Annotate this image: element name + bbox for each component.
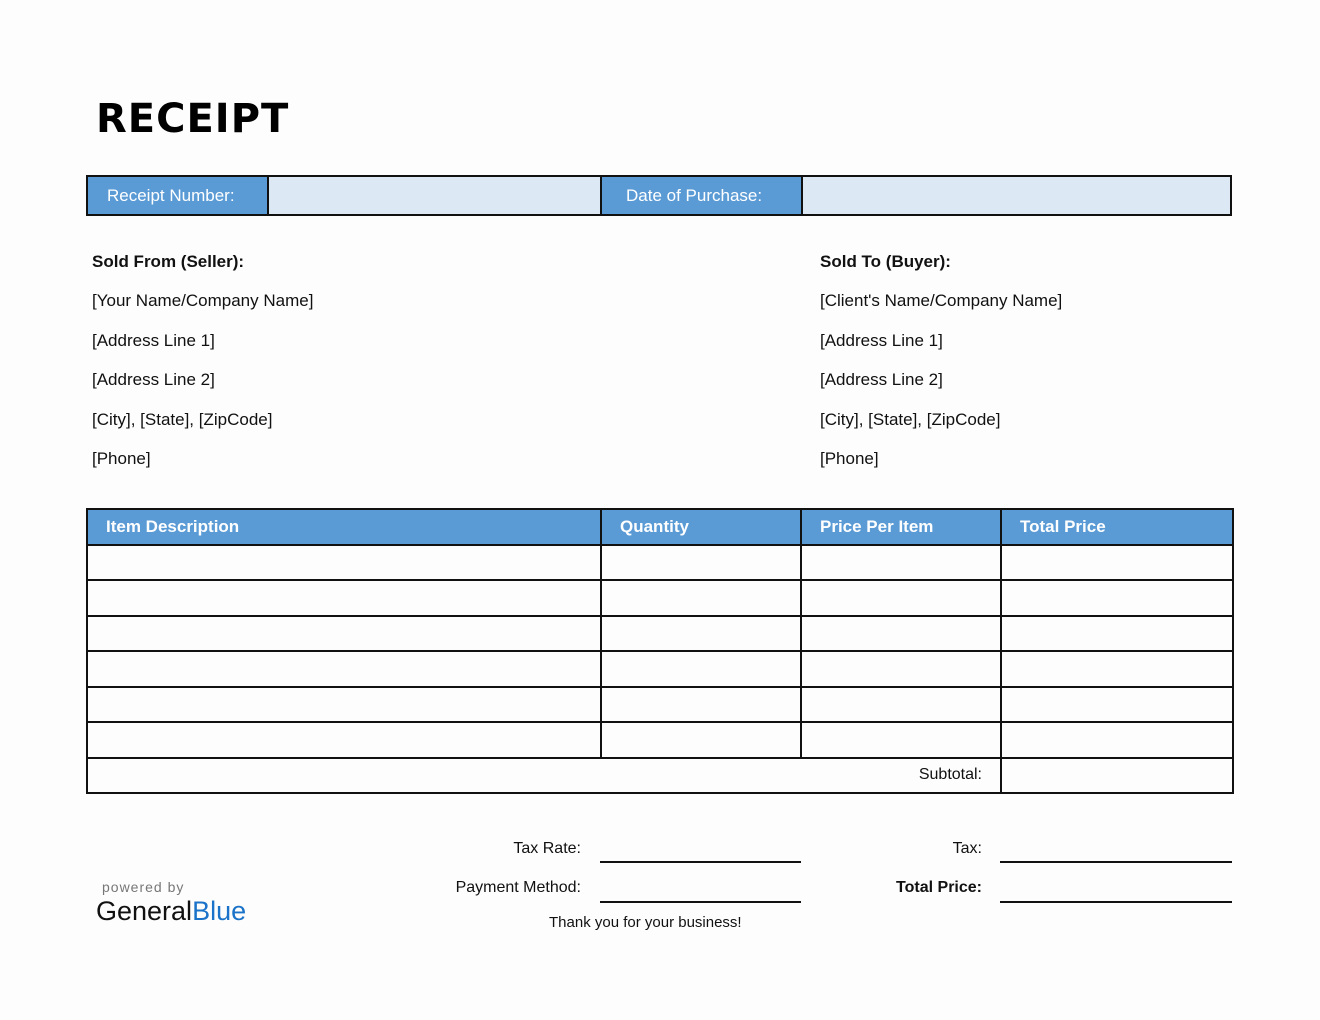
total-price-field[interactable] [1000,901,1232,903]
buyer-address-1[interactable]: [Address Line 1] [820,330,943,350]
cell-price[interactable] [801,651,1001,687]
cell-total[interactable] [1001,545,1233,581]
col-item-description: Item Description [87,509,601,545]
cell-quantity[interactable] [601,687,801,723]
seller-block [92,252,313,489]
cell-price[interactable] [801,616,1001,652]
powered-by-text: powered by [102,879,185,895]
cell-total[interactable] [1001,651,1233,687]
table-row [87,651,1233,687]
cell-total[interactable] [1001,722,1233,758]
cell-total[interactable] [1001,616,1233,652]
cell-price[interactable] [801,580,1001,616]
cell-description[interactable] [87,545,601,581]
seller-phone[interactable]: [Phone] [92,449,151,468]
buyer-block [820,252,1062,489]
cell-price[interactable] [801,722,1001,758]
table-header-row [87,509,1233,545]
seller-city-state-zip[interactable]: [City], [State], [ZipCode] [92,409,273,429]
tax-label: Tax: [952,840,982,857]
cell-price[interactable] [801,687,1001,723]
col-total-price: Total Price [1001,509,1233,545]
cell-quantity[interactable] [601,651,801,687]
cell-description[interactable] [87,616,601,652]
date-of-purchase-field[interactable] [803,177,1230,214]
payment-method-label: Payment Method: [455,879,581,896]
cell-description[interactable] [87,580,601,616]
col-price-per-item: Price Per Item [801,509,1001,545]
col-quantity: Quantity [601,509,801,545]
tax-field[interactable] [1000,861,1232,863]
buyer-heading: Sold To (Buyer): [820,252,951,271]
receipt-number-label: Receipt Number: [88,177,269,214]
cell-description[interactable] [87,722,601,758]
page-title: RECEIPT [96,96,290,142]
table-row [87,580,1233,616]
table-row [87,687,1233,723]
generalblue-logo [96,896,246,927]
tax-rate-label: Tax Rate: [513,840,581,857]
cell-quantity[interactable] [601,545,801,581]
items-table [86,508,1234,794]
receipt-info-bar [86,175,1232,216]
table-row [87,545,1233,581]
cell-price[interactable] [801,545,1001,581]
table-row [87,616,1233,652]
subtotal-row [87,758,1233,794]
date-of-purchase-label: Date of Purchase: [602,177,803,214]
subtotal-label: Subtotal: [87,758,1001,794]
buyer-address-2[interactable]: [Address Line 2] [820,370,943,389]
buyer-name[interactable]: [Client's Name/Company Name] [820,291,1063,310]
table-row [87,722,1233,758]
subtotal-field[interactable] [1001,758,1233,794]
buyer-phone[interactable]: [Phone] [820,449,879,468]
payment-method-field[interactable] [600,901,801,903]
cell-quantity[interactable] [601,616,801,652]
seller-address-1[interactable]: [Address Line 1] [92,330,215,350]
thank-you-note: Thank you for your business! [549,914,742,931]
cell-quantity[interactable] [601,722,801,758]
cell-description[interactable] [87,651,601,687]
seller-heading: Sold From (Seller): [92,252,245,271]
brand-blue: Blue [192,896,247,926]
receipt-number-field[interactable] [269,177,602,214]
total-price-label: Total Price: [896,879,982,896]
cell-total[interactable] [1001,580,1233,616]
buyer-city-state-zip[interactable]: [City], [State], [ZipCode] [820,409,1001,429]
seller-name[interactable]: [Your Name/Company Name] [92,291,314,310]
cell-description[interactable] [87,687,601,723]
cell-quantity[interactable] [601,580,801,616]
brand-general: General [96,896,193,926]
tax-rate-field[interactable] [600,861,801,863]
cell-total[interactable] [1001,687,1233,723]
seller-address-2[interactable]: [Address Line 2] [92,370,215,389]
